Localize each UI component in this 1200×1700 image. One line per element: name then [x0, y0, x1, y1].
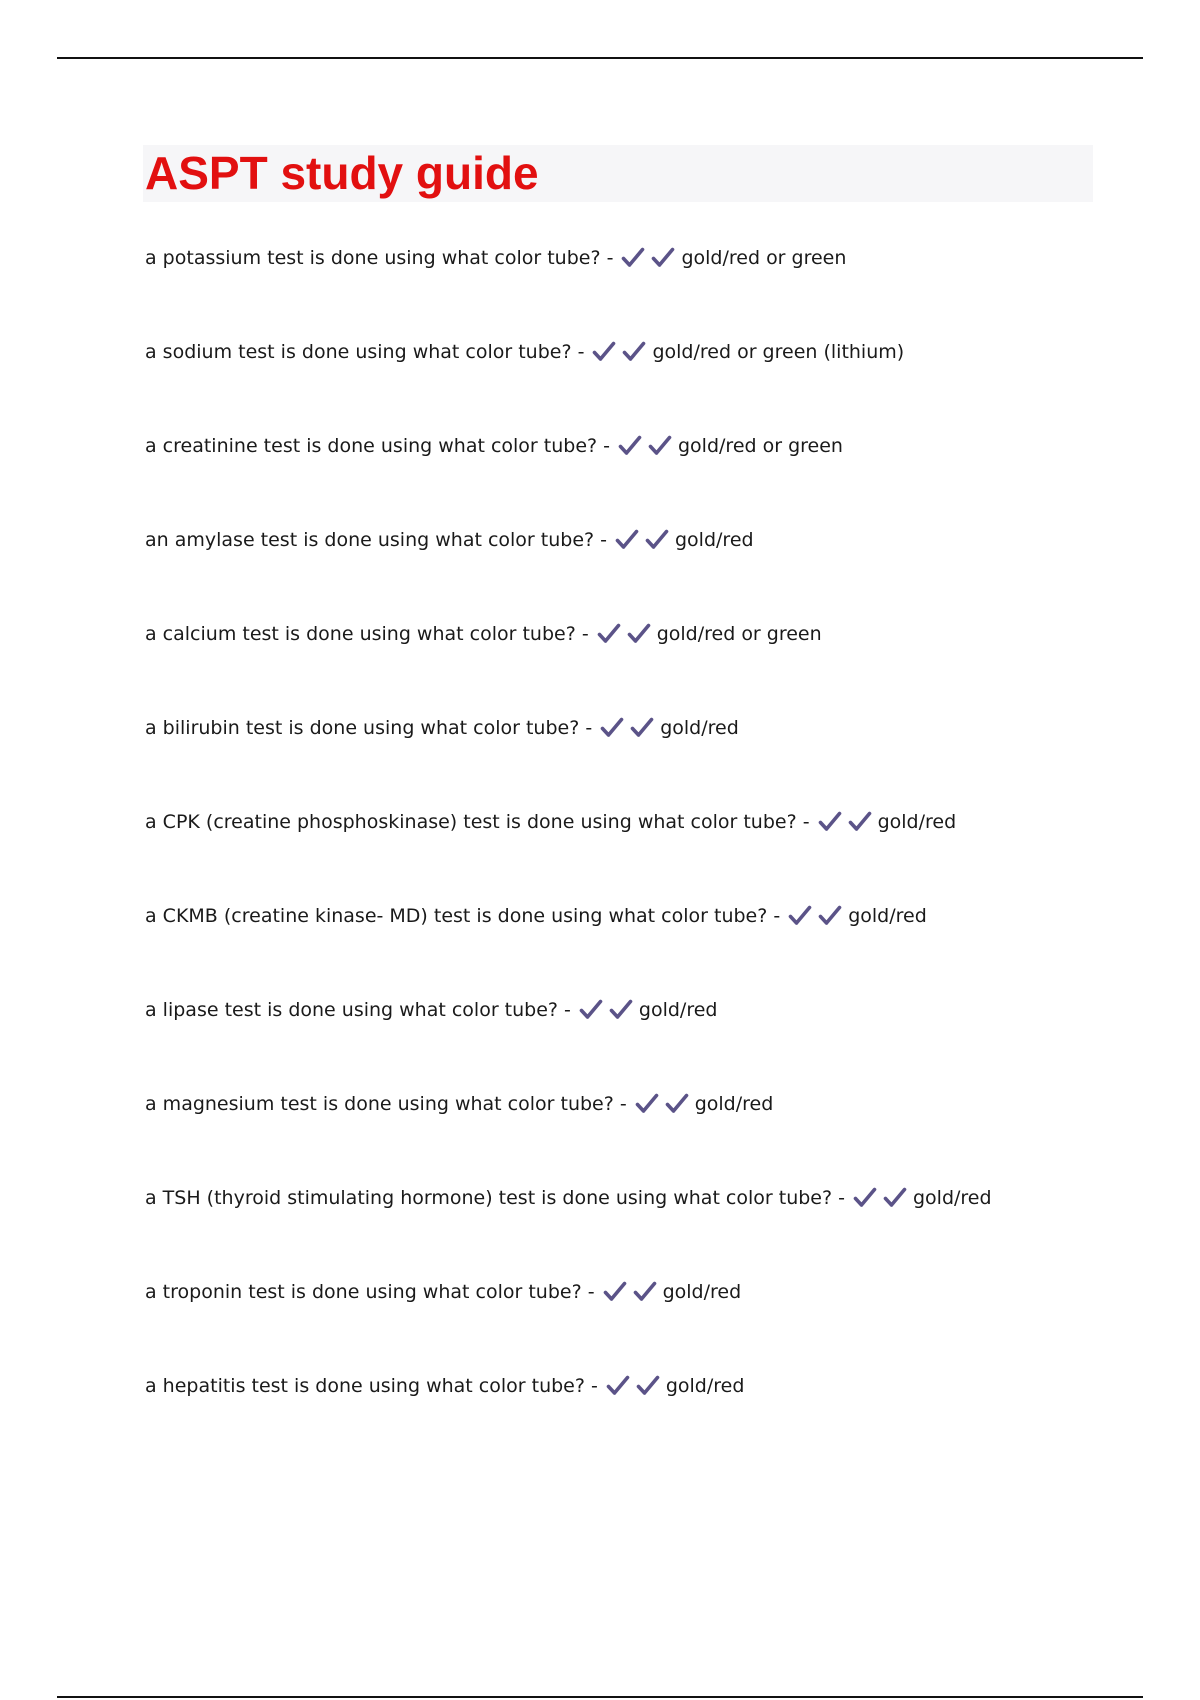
qa-item — [145, 244, 1145, 338]
answer-text: gold/red or green — [656, 623, 822, 645]
check-marks — [597, 620, 651, 648]
qa-list — [145, 244, 1145, 1466]
check-marks — [635, 1090, 689, 1118]
question-text: a CKMB (creatine kinase- MD) test is done using what color tube? - — [145, 905, 781, 927]
question-text: an amylase test is done using what color tube? - — [145, 529, 607, 551]
question-text: a creatinine test is done using what color tube? - — [145, 435, 610, 457]
answer-text: gold/red or green — [678, 435, 843, 457]
question-text: a CPK (creatine phosphoskinase) test is done using what color tube? - — [145, 811, 810, 833]
check-icon — [635, 1092, 659, 1116]
qa-item — [145, 620, 1145, 714]
check-icon — [633, 1280, 657, 1304]
answer-text: gold/red — [848, 905, 927, 927]
check-marks — [618, 432, 672, 460]
qa-item — [145, 338, 1145, 432]
check-icon — [665, 1092, 689, 1116]
check-icon — [883, 1186, 907, 1210]
check-icon — [651, 246, 675, 270]
answer-text: gold/red — [660, 717, 739, 739]
answer-text: gold/red — [665, 1375, 745, 1397]
check-icon — [645, 528, 669, 552]
check-icon — [788, 904, 812, 928]
question-text: a potassium test is done using what color tube? - — [145, 247, 614, 269]
answer-text: gold/red — [638, 999, 718, 1021]
check-icon — [600, 716, 624, 740]
answer-text: gold/red — [912, 1187, 992, 1209]
check-marks — [600, 714, 654, 742]
question-text: a calcium test is done using what color tube? - — [145, 623, 589, 645]
check-icon — [648, 434, 672, 458]
qa-item — [145, 1184, 1145, 1278]
answer-text: gold/red — [675, 529, 754, 551]
check-icon — [848, 810, 872, 834]
answer-text: gold/red — [662, 1281, 742, 1303]
check-icon — [818, 810, 842, 834]
qa-item — [145, 432, 1145, 526]
check-icon — [621, 246, 645, 270]
qa-item — [145, 1090, 1145, 1184]
qa-item — [145, 808, 1145, 902]
check-icon — [592, 340, 616, 364]
check-marks — [615, 526, 669, 554]
check-marks — [621, 244, 675, 272]
bottom-rule — [57, 1696, 1143, 1698]
check-marks — [853, 1184, 907, 1212]
check-marks — [592, 338, 646, 366]
check-icon — [636, 1374, 660, 1398]
check-icon — [818, 904, 842, 928]
qa-item — [145, 996, 1145, 1090]
top-rule — [57, 57, 1143, 59]
question-text: a TSH (thyroid stimulating hormone) test is done using what color tube? - — [145, 1187, 845, 1209]
qa-item — [145, 1278, 1145, 1372]
check-icon — [622, 340, 646, 364]
question-text: a troponin test is done using what color tube? - — [145, 1281, 595, 1303]
check-marks — [579, 996, 633, 1024]
question-text: a magnesium test is done using what color tube? - — [145, 1093, 627, 1115]
answer-text: gold/red or green (lithium) — [652, 341, 905, 363]
answer-text: gold/red — [877, 811, 957, 833]
qa-item — [145, 526, 1145, 620]
check-icon — [615, 528, 639, 552]
check-marks — [606, 1372, 660, 1400]
qa-item — [145, 902, 1145, 996]
check-icon — [853, 1186, 877, 1210]
question-text: a bilirubin test is done using what color tube? - — [145, 717, 593, 739]
question-text: a sodium test is done using what color tube? - — [145, 341, 585, 363]
answer-text: gold/red — [694, 1093, 774, 1115]
question-text: a lipase test is done using what color tube? - — [145, 999, 571, 1021]
check-icon — [606, 1374, 630, 1398]
check-marks — [788, 902, 842, 930]
check-marks — [603, 1278, 657, 1306]
qa-item — [145, 1372, 1145, 1466]
check-icon — [597, 622, 621, 646]
qa-item — [145, 714, 1145, 808]
document-title: ASPT study guide — [145, 147, 539, 199]
check-icon — [603, 1280, 627, 1304]
check-icon — [630, 716, 654, 740]
check-marks — [818, 808, 872, 836]
check-icon — [609, 998, 633, 1022]
answer-text: gold/red or green — [681, 247, 847, 269]
check-icon — [618, 434, 642, 458]
question-text: a hepatitis test is done using what color tube? - — [145, 1375, 598, 1397]
check-icon — [579, 998, 603, 1022]
check-icon — [627, 622, 651, 646]
